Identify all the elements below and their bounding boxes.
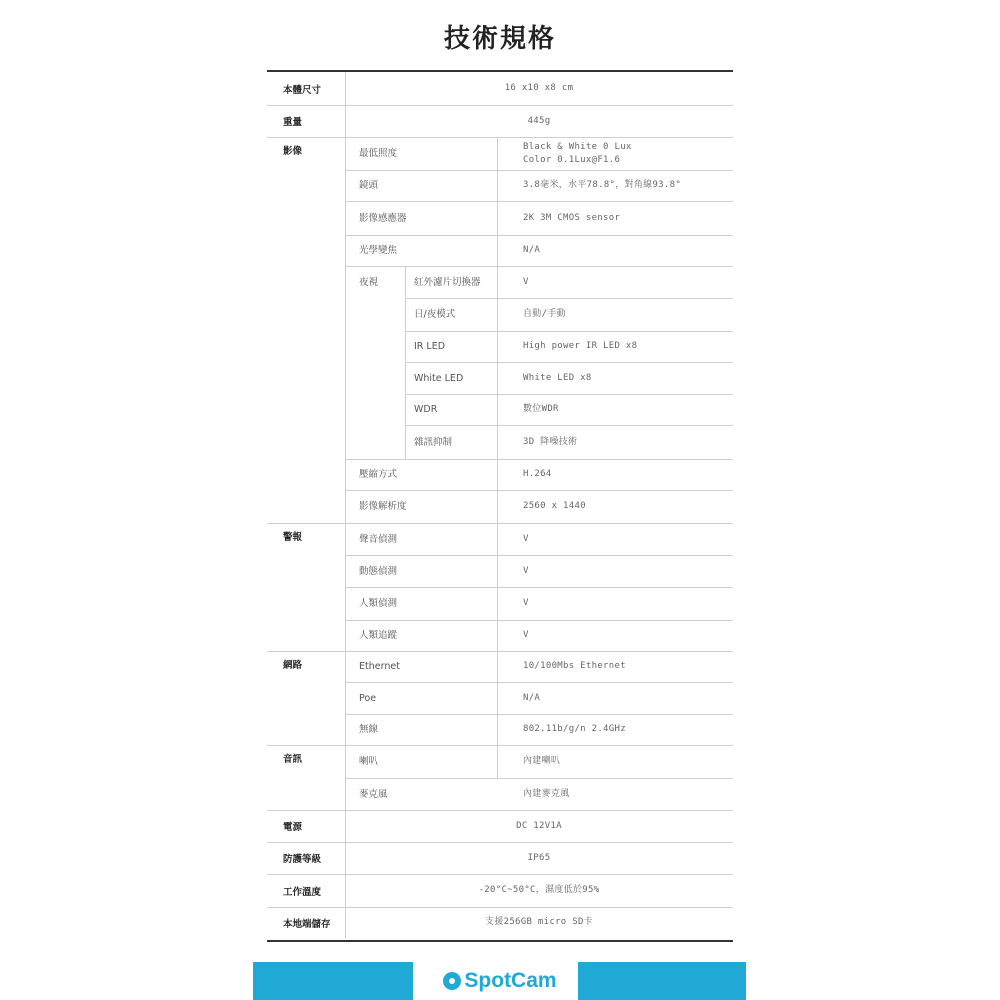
image-label: 影像 xyxy=(283,146,303,157)
wireless-value: 802.11b/g/n 2.4GHz xyxy=(523,724,626,734)
ir-cut-label: 紅外濾片切換器 xyxy=(414,276,481,288)
weight-label: 重量 xyxy=(283,117,303,128)
wdr-label: WDR xyxy=(414,404,438,415)
compression-value: H.264 xyxy=(523,469,552,479)
optical-zoom-label: 光學變焦 xyxy=(359,245,398,256)
audio-label: 音訊 xyxy=(283,754,303,765)
temperature-label: 工作溫度 xyxy=(283,887,322,898)
poe-value: N/A xyxy=(523,692,541,703)
network-label: 網路 xyxy=(283,660,303,671)
resolution-value: 2560 x 1440 xyxy=(523,501,586,511)
min-illumination-bw: Black & White 0 Lux xyxy=(523,141,632,152)
day-night-label: 日/夜模式 xyxy=(414,309,456,320)
noise-value: 3D 降噪技術 xyxy=(523,436,578,447)
lens-label: 鏡頭 xyxy=(359,180,379,191)
day-night-value: 自動/手動 xyxy=(523,309,566,319)
lens-value: 3.8毫米，水平78.8°，對角線93.8° xyxy=(523,180,682,190)
ethernet-label: Ethernet xyxy=(359,661,400,672)
poe-label: Poe xyxy=(359,692,377,704)
storage-label: 本地端儲存 xyxy=(283,919,331,930)
human-detect-label: 人類偵測 xyxy=(359,598,398,609)
speaker-label: 喇叭 xyxy=(359,756,379,767)
white-led-value: White LED x8 xyxy=(523,372,592,383)
night-vision-label: 夜視 xyxy=(359,276,379,288)
resolution-label: 影像解析度 xyxy=(359,501,407,512)
sound-detect-value: V xyxy=(523,533,529,544)
protection-label: 防護等級 xyxy=(283,854,322,865)
dimensions-label: 本體尺寸 xyxy=(283,85,322,96)
min-illumination-value xyxy=(497,137,733,170)
dimensions-value: 16 x10 x8 cm xyxy=(504,83,574,93)
human-track-value: V xyxy=(523,630,529,640)
motion-detect-label: 動態偵測 xyxy=(359,565,398,577)
page-title: 技術規格 xyxy=(443,24,556,54)
sensor-label: 影像感應器 xyxy=(359,212,407,224)
protection-value: IP65 xyxy=(527,852,551,863)
spec-table xyxy=(267,70,733,942)
min-illumination-label: 最低照度 xyxy=(359,148,398,159)
storage-value: 支援256GB micro SD卡 xyxy=(485,917,593,927)
ir-cut-value: V xyxy=(523,276,529,287)
footer-bar-left xyxy=(253,962,413,1000)
min-illumination-color: Color 0.1Lux@F1.6 xyxy=(523,154,621,165)
ethernet-value: 10/100Mbs Ethernet xyxy=(523,661,626,671)
power-value: DC 12V1A xyxy=(516,820,562,831)
weight-value: 445g xyxy=(527,115,551,126)
alarm-label: 警報 xyxy=(283,532,303,543)
spotcam-logo xyxy=(438,962,562,1000)
optical-zoom-value: N/A xyxy=(523,245,541,255)
white-led-label: White LED xyxy=(414,372,464,384)
speaker-value: 內建喇叭 xyxy=(523,756,561,766)
wdr-value: 數位WDR xyxy=(523,404,559,414)
mic-value: 內建麥克風 xyxy=(523,788,570,799)
human-detect-value: V xyxy=(523,598,529,608)
brand-name: SpotCam xyxy=(464,969,557,992)
sensor-value: 2K 3M CMOS sensor xyxy=(523,212,621,223)
motion-detect-value: V xyxy=(523,565,529,576)
compression-label: 壓縮方式 xyxy=(359,469,398,480)
footer-bar-right xyxy=(578,962,746,1000)
ir-led-value: High power IR LED x8 xyxy=(523,341,638,351)
ir-led-label: IR LED xyxy=(414,341,446,352)
noise-label: 雜訊抑制 xyxy=(414,436,453,448)
sound-detect-label: 聲音偵測 xyxy=(359,533,398,545)
wireless-label: 無線 xyxy=(359,724,379,735)
mic-label: 麥克風 xyxy=(359,788,388,800)
power-label: 電源 xyxy=(283,822,303,833)
human-track-label: 人類追蹤 xyxy=(359,630,398,641)
spotcam-logo-icon xyxy=(443,972,461,990)
temperature-value: -20°C~50°C，濕度低於95% xyxy=(478,885,600,895)
